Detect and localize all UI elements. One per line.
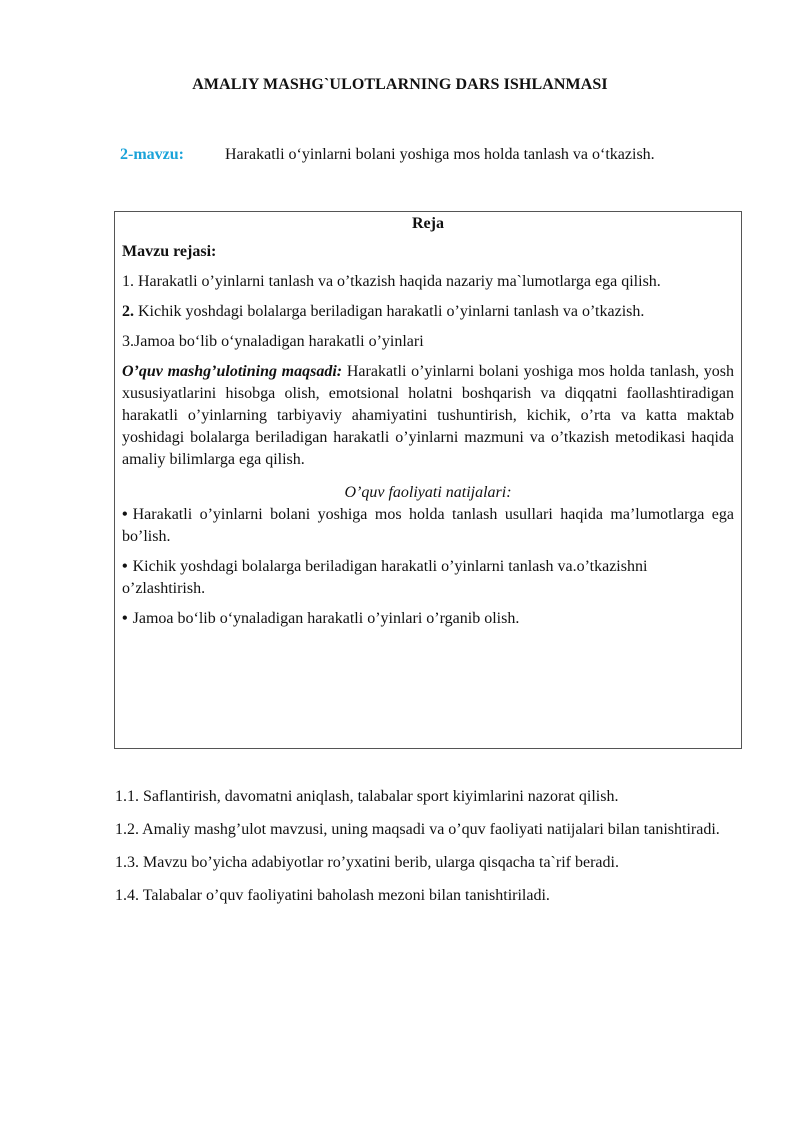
bullet-icon: •: [122, 506, 128, 523]
plan-item-1: 1. Harakatli o’yinlarni tanlash va o’tkazish haqida nazariy ma`lumotlarga ega qilish.: [122, 273, 661, 290]
goal-text: Harakatli o’yinlarni bolani yoshiga mos holda tanlash, yosh xususiyatlarini hisobga olish, emotsional holatni boshqarish va diqqatni faollashtiradigan harakatli o’yinlarning tarbiyaviy ahamiyatini tushuntirish, kichik, o’rta va katta maktab yoshidagi bolalarga beriladigan harakatli o’yinlarni mazmuni va o’tkazish metodikasi haqida amaliy bilimlarga ega qilish.: [122, 363, 735, 468]
plan-heading: Reja: [412, 215, 444, 232]
goal-label: O’quv mashg’ulotining maqsadi:: [122, 363, 343, 380]
result-text-2: Kichik yoshdagi bolalarga beriladigan harakatli o’yinlarni tanlash va.o’tkazishni o’zlashtirish.: [122, 558, 648, 597]
result-item-1: [122, 504, 734, 548]
result-item-2: [122, 556, 734, 600]
result-text-1: Harakatli o’yinlarni bolani yoshiga mos holda tanlash usullari haqida ma’lumotlarga ega bo’lish.: [122, 506, 734, 545]
result-item-3: [122, 608, 734, 630]
steps-list: [115, 786, 742, 918]
plan-item-2: [122, 301, 734, 323]
plan-item-2-text: Kichik yoshdagi bolalarga beriladigan harakatli o’yinlarni tanlash va o’tkazish.: [138, 303, 645, 320]
plan-subheading: Mavzu rejasi:: [122, 243, 217, 260]
topic-text: Harakatli o‘yinlarni bolani yoshiga mos holda tanlash va o‘tkazish.: [225, 146, 655, 163]
step-item: 1.1. Saflantirish, davomatni aniqlash, talabalar sport kiyimlarini nazorat qilish.: [115, 788, 619, 805]
step-item: 1.4. Talabalar o’quv faoliyatini baholash mezoni bilan tanishtiriladi.: [115, 887, 550, 904]
topic-line: [120, 146, 655, 164]
document-title: AMALIY MASHG`ULOTLARNING DARS ISHLANMASI: [192, 76, 608, 93]
bullet-icon: •: [122, 558, 128, 575]
result-text-3: Jamoa bo‘lib o‘ynaladigan harakatli o’yinlari o’rganib olish.: [132, 610, 520, 627]
results-heading: O’quv faoliyati natijalari:: [344, 484, 512, 501]
step-item: 1.3. Mavzu bo’yicha adabiyotlar ro’yxatini berib, ularga qisqacha ta`rif beradi.: [115, 854, 619, 871]
bullet-icon: •: [122, 610, 128, 627]
plan-box: [114, 211, 742, 749]
plan-item-2-number: 2.: [122, 303, 134, 320]
step-item: 1.2. Amaliy mashg’ulot mavzusi, uning maqsadi va o’quv faoliyati natijalari bilan tanishtiradi.: [115, 821, 720, 838]
topic-label: 2-mavzu:: [120, 146, 184, 163]
goal-paragraph: [122, 361, 734, 471]
plan-item-3: 3.Jamoa bo‘lib o‘ynaladigan harakatli o’yinlari: [122, 333, 424, 350]
